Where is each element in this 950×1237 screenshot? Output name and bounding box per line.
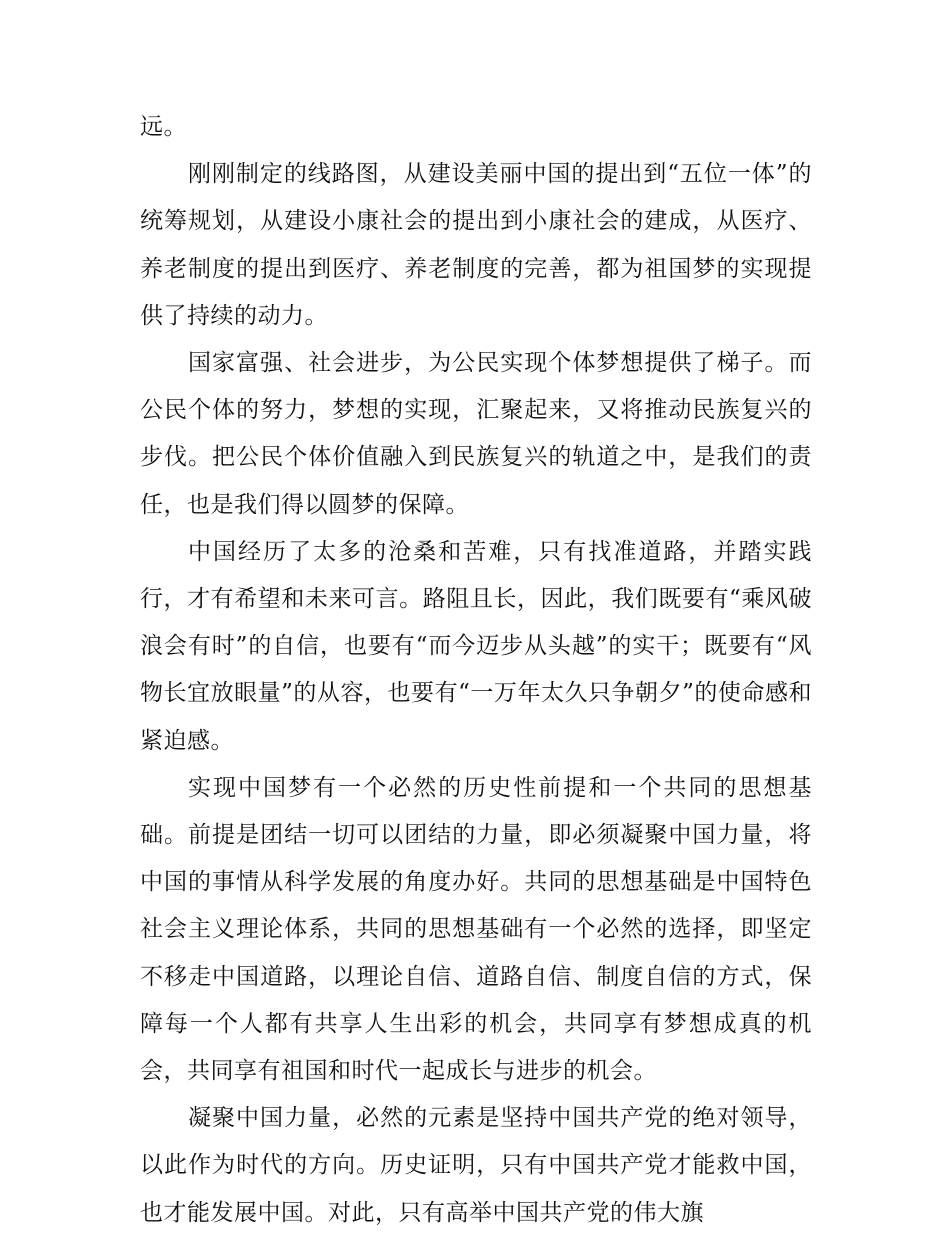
paragraph-continuation: 远。 — [140, 114, 187, 140]
paragraph: 国家富强、社会进步，为公民实现个体梦想提供了梯子。而公民个体的努力，梦想的实现，汇聚起来，又将推动民族复兴的步伐。把公民个体价值融入到民族复兴的轨道之中，是我们的责任，也是我们得以圆梦的保障。 — [140, 350, 812, 518]
paragraph: 刚刚制定的线路图，从建设美丽中国的提出到“五位一体”的统筹规划，从建设小康社会的提出到小康社会的建成，从医疗、养老制度的提出到医疗、养老制度的完善，都为祖国梦的实现提供了持续的动力。 — [140, 161, 812, 329]
paragraph: 实现中国梦有一个必然的历史性前提和一个共同的思想基础。前提是团结一切可以团结的力量，即必须凝聚中国力量，将中国的事情从科学发展的角度办好。共同的思想基础是中国特色社会主义理论体系，共同的思想基础有一个必然的选择，即坚定不移走中国道路，以理论自信、道路自信、制度自信的方式，保障每一个人都有共享人生出彩的机会，共同享有梦想成真的机会，共同享有祖国和时代一起成长与进步的机会。 — [140, 774, 812, 1085]
paragraph: 凝聚中国力量，必然的元素是坚持中国共产党的绝对领导，以此作为时代的方向。历史证明，只有中国共产党才能救中国，也才能发展中国。对此，只有高举中国共产党的伟大旗 — [140, 1105, 812, 1226]
paragraph: 中国经历了太多的沧桑和苦难，只有找准道路，并踏实践行，才有希望和未来可言。路阻且长，因此，我们既要有“乘风破浪会有时”的自信，也要有“而今迈步从头越”的实干；既要有“风物长宜放眼量”的从容，也要有“一万年太久只争朝夕”的使命感和紧迫感。 — [140, 538, 812, 754]
document-body — [140, 104, 812, 1237]
